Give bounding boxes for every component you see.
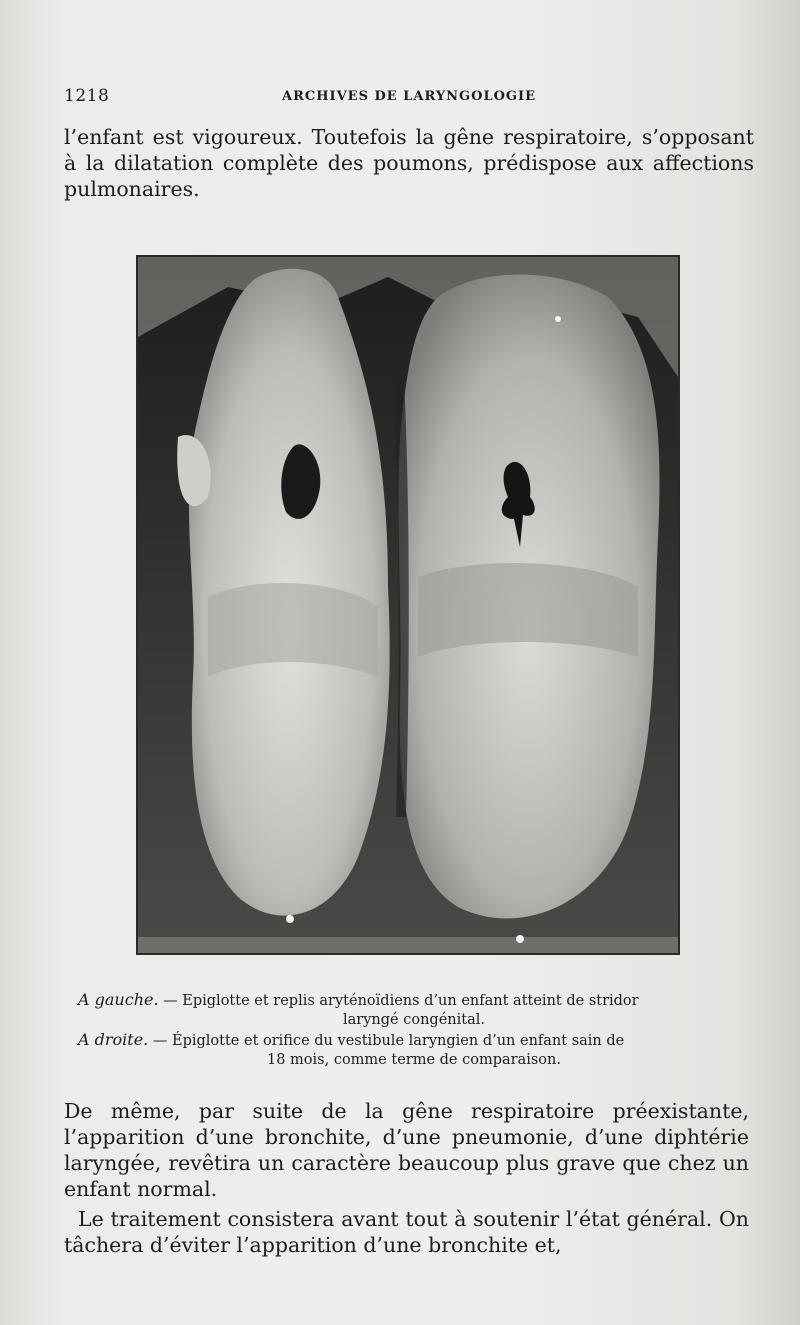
caption-left	[78, 990, 750, 1011]
page-number: 1218	[64, 86, 110, 106]
caption-left-label: A gauche.	[78, 990, 159, 1009]
caption-left-text: — Epiglotte et replis aryténoïdiens d’un enfant atteint de stridor	[163, 993, 639, 1009]
page-header	[64, 86, 744, 110]
figure-caption	[78, 990, 750, 1070]
caption-right	[78, 1030, 750, 1051]
paragraph-top: l’enfant est vigoureux. Toutefois la gêne respiratoire, s’opposant à la dilatation complète des poumons, prédispose aux affections pulmonaires.	[64, 125, 754, 201]
larynx-specimens-image	[138, 257, 678, 953]
caption-right-text-continued: 18 mois, comme terme de comparaison.	[267, 1052, 561, 1068]
caption-right-text: — Épiglotte et orifice du vestibule laryngien d’un enfant sain de	[152, 1033, 625, 1049]
anatomical-photograph	[136, 255, 680, 955]
caption-left-text-continued: laryngé congénital.	[343, 1012, 485, 1028]
paragraph-bottom: De même, par suite de la gêne respiratoire préexistante, l’apparition d’une bronchite, d’une pneumonie, d’une diphtérie laryngée, revêtira un caractère beaucoup plus grave que chez un enfant normal.	[64, 1099, 749, 1201]
paragraph-bottom-2: Le traitement consistera avant tout à soutenir l’état général. On tâchera d’éviter l’apparition d’une bronchite et,	[64, 1207, 749, 1257]
caption-right-label: A droite.	[78, 1030, 149, 1049]
running-head: ARCHIVES DE LARYNGOLOGIE	[282, 89, 536, 104]
